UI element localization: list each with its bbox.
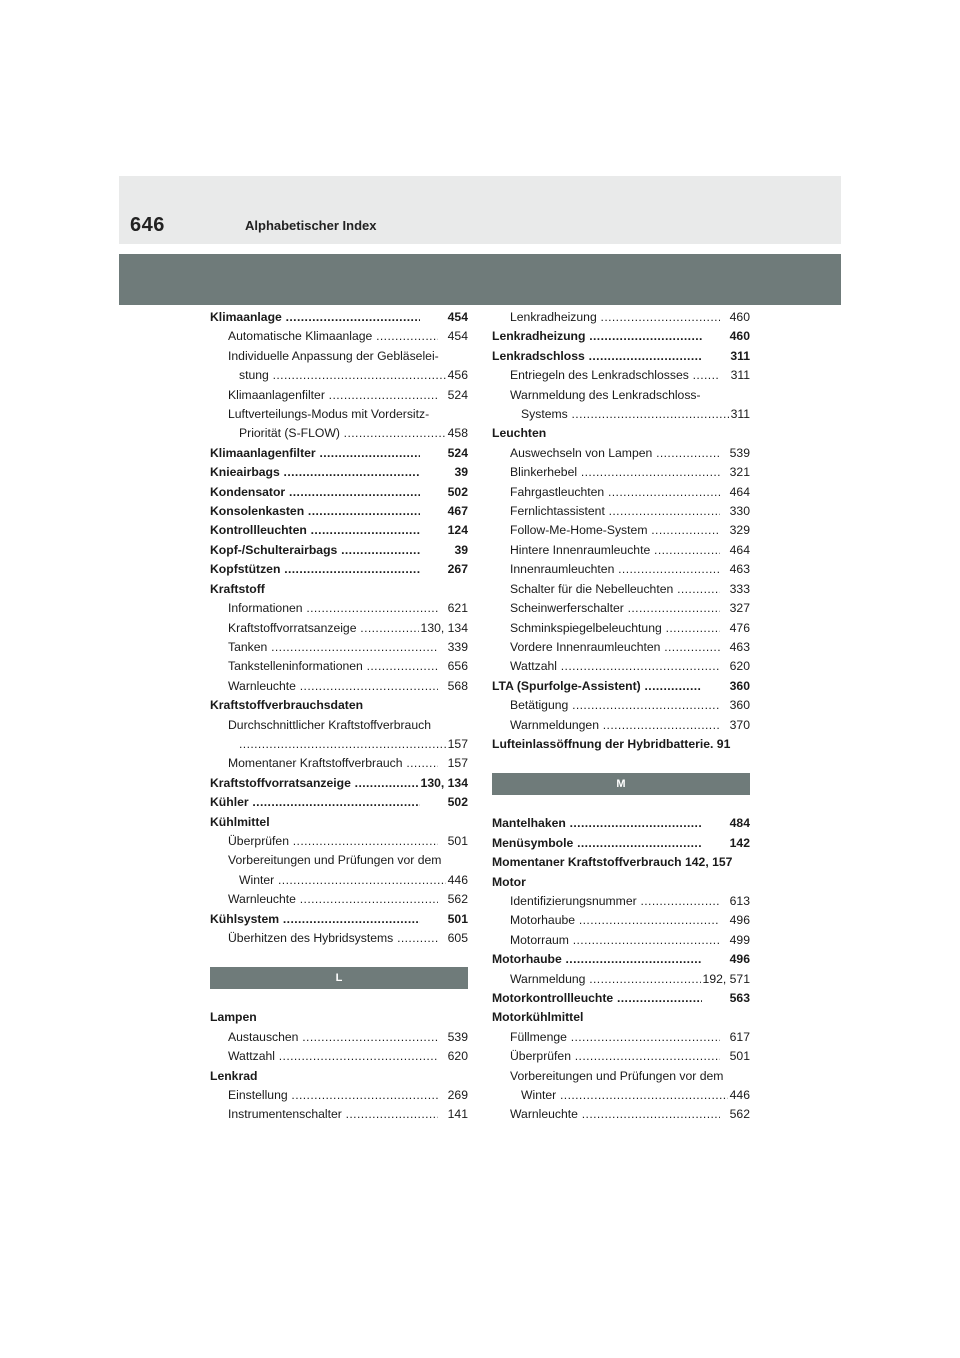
entry-page-number: 617: [728, 1028, 750, 1047]
entry-text: Vorbereitungen und Prüfungen vor dem: [228, 853, 442, 868]
entry-page-number: 562: [728, 1105, 750, 1124]
entry-page-number: 456: [446, 366, 468, 385]
index-entry: [210, 1008, 468, 1027]
entry-page-number: 463: [728, 560, 750, 579]
index-subentry: [210, 832, 468, 851]
index-subentry: [210, 677, 468, 696]
entry-page-number: 563: [728, 989, 750, 1008]
entry-text: Warnmeldung des Lenkradschloss-: [510, 387, 701, 402]
index-entry: [210, 793, 468, 812]
entry-page-number: 333: [728, 580, 750, 599]
index-subentry: [492, 970, 750, 989]
entry-text: Lenkradheizung .....: [510, 308, 720, 327]
index-subentry: [492, 502, 750, 521]
index-subentry: [210, 638, 468, 657]
entry-text: Winter .....: [239, 871, 449, 890]
entry-page-number: 460: [728, 327, 750, 346]
index-entry: [210, 1067, 468, 1086]
entry-page-number: 370: [728, 716, 750, 735]
section-title: Alphabetischer Index: [245, 218, 377, 233]
entry-page-number: 476: [728, 619, 750, 638]
index-subentry: [492, 657, 750, 676]
index-subentry: [492, 638, 750, 657]
entry-text: Klimaanlagenfilter .....: [210, 444, 420, 463]
entry-page-number: 458: [446, 424, 468, 443]
entry-text: Identifizierungsnummer .....: [510, 892, 720, 911]
index-subentry: [492, 405, 750, 424]
entry-text: Priorität (S-FLOW) .....: [239, 424, 449, 443]
index-subentry: [210, 871, 468, 890]
entry-text: Instrumentenschalter .....: [228, 1105, 438, 1124]
index-entry: [492, 989, 750, 1008]
entry-text: Automatische Klimaanlage .....: [228, 327, 438, 346]
index-subentry: [210, 754, 468, 773]
index-subentry: [210, 599, 468, 618]
entry-text: Motorraum .....: [510, 931, 720, 950]
entry-text: Blinkerhebel .....: [510, 463, 720, 482]
index-subentry: [492, 696, 750, 715]
entry-page-number: 454: [446, 308, 468, 327]
index-entry: [492, 347, 750, 366]
entry-page-number: 460: [728, 308, 750, 327]
entry-page-number: 464: [728, 483, 750, 502]
entry-text: Klimaanlagenfilter .....: [228, 386, 438, 405]
index-subentry: [210, 657, 468, 676]
index-entry: [210, 483, 468, 502]
entry-page-number: 501: [446, 910, 468, 929]
index-subentry: [492, 1028, 750, 1047]
entry-text: Momentaner Kraftstoffverbrauch .....: [228, 754, 438, 773]
index-subentry: [492, 599, 750, 618]
index-subentry: [492, 463, 750, 482]
entry-text: Betätigung .....: [510, 696, 720, 715]
index-subentry: [210, 366, 468, 385]
index-entry: [210, 308, 468, 327]
entry-text: Durchschnittlicher Kraftstoffverbrauch: [228, 717, 431, 732]
index-subentry: [210, 1105, 468, 1124]
index-entry: [492, 677, 750, 696]
entry-page-number: 157: [446, 754, 468, 773]
index-subentry: [210, 890, 468, 909]
entry-text: Motor: [492, 874, 526, 889]
entry-page-number: 501: [728, 1047, 750, 1066]
header-band: [119, 176, 841, 244]
entry-text: Momentaner Kraftstoffverbrauch 142, 157: [492, 855, 733, 870]
entry-text: Motorhaube .....: [492, 950, 702, 969]
entry-page-number: 192, 571: [701, 970, 750, 989]
entry-text: Auswechseln von Lampen .....: [510, 444, 720, 463]
entry-page-number: 311: [729, 366, 750, 385]
entry-page-number: 446: [446, 871, 468, 890]
entry-text: Lufteinlassöffnung der Hybridbatterie. 91: [492, 736, 731, 751]
entry-page-number: 656: [446, 657, 468, 676]
entry-page-number: 142: [728, 834, 750, 853]
page-number: 646: [130, 214, 165, 236]
entry-text: Vorbereitungen und Prüfungen vor dem: [510, 1068, 724, 1083]
entry-text: Tanken .....: [228, 638, 438, 657]
index-column-left: [210, 308, 468, 1125]
entry-text: Kühlmittel: [210, 814, 270, 829]
index-subentry: [210, 1047, 468, 1066]
spacer: [492, 754, 750, 773]
index-subentry: [210, 619, 468, 638]
entry-text: Schminkspiegelbeleuchtung .....: [510, 619, 720, 638]
entry-text: Klimaanlage .....: [210, 308, 420, 327]
entry-text: Kraftstoff: [210, 581, 265, 596]
entry-page-number: 330: [728, 502, 750, 521]
index-entry: [210, 541, 468, 560]
entry-text: Warnleuchte .....: [510, 1105, 720, 1124]
index-subentry: [492, 892, 750, 911]
entry-text: Kondensator .....: [210, 483, 420, 502]
letter-heading: M: [492, 773, 750, 795]
entry-text: Vordere Innenraumleuchten .....: [510, 638, 720, 657]
entry-page-number: 621: [446, 599, 468, 618]
entry-page-number: 539: [446, 1028, 468, 1047]
entry-page-number: 496: [728, 911, 750, 930]
entry-text: Winter .....: [521, 1086, 731, 1105]
entry-text: Füllmenge .....: [510, 1028, 720, 1047]
index-entry: [210, 502, 468, 521]
entry-text: Hintere Innenraumleuchte .....: [510, 541, 720, 560]
index-subentry: [492, 716, 750, 735]
index-entry: [492, 853, 750, 872]
entry-text: Kopf-/Schulterairbags .....: [210, 541, 420, 560]
entry-text: Mantelhaken .....: [492, 814, 702, 833]
index-subentry: [492, 560, 750, 579]
index-entry: [492, 327, 750, 346]
entry-text: Leuchten: [492, 426, 547, 441]
entry-page-number: 124: [446, 521, 468, 540]
entry-page-number: 501: [446, 832, 468, 851]
entry-page-number: 321: [728, 463, 750, 482]
index-subentry: [492, 1086, 750, 1105]
index-entry: [492, 834, 750, 853]
index-subentry: [210, 424, 468, 443]
entry-page-number: 562: [446, 890, 468, 909]
index-subentry: [492, 1105, 750, 1124]
entry-page-number: 39: [452, 541, 468, 560]
index-entry: [210, 813, 468, 832]
index-entry: [492, 873, 750, 892]
entry-page-number: 329: [728, 521, 750, 540]
entry-text: Kraftstoffverbrauchsdaten: [210, 698, 364, 713]
entry-page-number: 496: [728, 950, 750, 969]
index-subentry: [210, 347, 468, 366]
entry-page-number: 502: [446, 793, 468, 812]
index-subentry: [492, 366, 750, 385]
entry-page-number: 311: [728, 347, 750, 366]
spacer: [492, 795, 750, 814]
index-subentry: [492, 911, 750, 930]
entry-text: Scheinwerferschalter .....: [510, 599, 720, 618]
entry-text: Warnmeldung .....: [510, 970, 720, 989]
index-subentry: [210, 716, 468, 735]
entry-text: Fernlichtassistent .....: [510, 502, 720, 521]
index-entry: [210, 696, 468, 715]
index-entry: [492, 1008, 750, 1027]
entry-page-number: 141: [446, 1105, 468, 1124]
entry-text: Überprüfen .....: [510, 1047, 720, 1066]
entry-text: Entriegeln des Lenkradschlosses .....: [510, 366, 720, 385]
entry-text: Wattzahl .....: [510, 657, 720, 676]
entry-page-number: 502: [446, 483, 468, 502]
entry-text: Austauschen .....: [228, 1028, 438, 1047]
entry-text: Tankstelleninformationen .....: [228, 657, 438, 676]
index-column-right: [492, 308, 750, 1125]
spacer: [210, 989, 468, 1008]
entry-page-number: 613: [728, 892, 750, 911]
entry-page-number: 446: [728, 1086, 750, 1105]
entry-text: Lampen: [210, 1010, 257, 1025]
entry-page-number: 454: [446, 327, 468, 346]
index-entry: [492, 424, 750, 443]
entry-page-number: 267: [446, 560, 468, 579]
index-subentry: [492, 483, 750, 502]
entry-page-number: 524: [446, 386, 468, 405]
index-subentry: [492, 521, 750, 540]
entry-text: Kühlsystem .....: [210, 910, 420, 929]
entry-text: Schalter für die Nebelleuchten .....: [510, 580, 720, 599]
entry-text: LTA (Spurfolge-Assistent) .....: [492, 677, 702, 696]
index-subentry: [210, 851, 468, 870]
index-subentry: [210, 929, 468, 948]
entry-text: Motorkühlmittel: [492, 1010, 584, 1025]
index-entry: [210, 910, 468, 929]
index-subentry: [210, 735, 468, 754]
entry-page-number: 360: [728, 677, 750, 696]
entry-text: Lenkrad: [210, 1068, 258, 1083]
entry-page-number: 311: [729, 405, 750, 424]
entry-page-number: 327: [728, 599, 750, 618]
index-subentry: [210, 1028, 468, 1047]
entry-page-number: 130, 134: [419, 774, 468, 793]
index-subentry: [492, 308, 750, 327]
index-subentry: [492, 1067, 750, 1086]
entry-text: Kontrollleuchten .....: [210, 521, 420, 540]
entry-text: Systems .....: [521, 405, 731, 424]
entry-text: [239, 735, 449, 754]
entry-page-number: 463: [728, 638, 750, 657]
entry-text: Individuelle Anpassung der Gebläselei-: [228, 348, 439, 363]
entry-text: Konsolenkasten .....: [210, 502, 420, 521]
entry-text: Luftverteilungs-Modus mit Vordersitz-: [228, 407, 430, 422]
index-subentry: [492, 580, 750, 599]
entry-text: Überprüfen .....: [228, 832, 438, 851]
index-subentry: [492, 386, 750, 405]
entry-text: Fahrgastleuchten .....: [510, 483, 720, 502]
entry-text: Warnmeldungen .....: [510, 716, 720, 735]
entry-text: Überhitzen des Hybridsystems .....: [228, 929, 438, 948]
index-entry: [210, 521, 468, 540]
entry-text: Innenraumleuchten .....: [510, 560, 720, 579]
entry-page-number: 499: [728, 931, 750, 950]
entry-page-number: 539: [728, 444, 750, 463]
entry-page-number: 39: [452, 463, 468, 482]
entry-page-number: 130, 134: [419, 619, 468, 638]
entry-text: Einstellung .....: [228, 1086, 438, 1105]
entry-text: Kopfstützen .....: [210, 560, 420, 579]
entry-page-number: 524: [446, 444, 468, 463]
entry-page-number: 620: [728, 657, 750, 676]
index-entry: [492, 950, 750, 969]
index-entry: [210, 774, 468, 793]
index-subentry: [492, 444, 750, 463]
index-subentry: [492, 541, 750, 560]
entry-page-number: 157: [446, 735, 468, 754]
index-subentry: [210, 327, 468, 346]
index-entry: [210, 580, 468, 599]
entry-text: Kraftstoffvorratsanzeige .....: [228, 619, 438, 638]
entry-text: Warnleuchte .....: [228, 890, 438, 909]
entry-text: Kühler .....: [210, 793, 420, 812]
entry-text: Lenkradheizung .....: [492, 327, 702, 346]
entry-page-number: 620: [446, 1047, 468, 1066]
header-dark-band: [119, 254, 841, 305]
entry-page-number: 269: [446, 1086, 468, 1105]
entry-page-number: 339: [446, 638, 468, 657]
entry-page-number: 360: [728, 696, 750, 715]
entry-page-number: 464: [728, 541, 750, 560]
index-subentry: [210, 405, 468, 424]
entry-page-number: 568: [446, 677, 468, 696]
entry-text: Lenkradschloss .....: [492, 347, 702, 366]
index-subentry: [492, 931, 750, 950]
index-entry: [492, 814, 750, 833]
entry-text: Kraftstoffvorratsanzeige .....: [210, 774, 420, 793]
index-entry: [210, 560, 468, 579]
entry-text: Motorkontrollleuchte .....: [492, 989, 702, 1008]
spacer: [210, 948, 468, 967]
entry-text: Informationen .....: [228, 599, 438, 618]
index-subentry: [210, 1086, 468, 1105]
entry-text: Knieairbags .....: [210, 463, 420, 482]
index-subentry: [492, 619, 750, 638]
index-entry: [210, 463, 468, 482]
entry-text: Motorhaube .....: [510, 911, 720, 930]
entry-text: Follow-Me-Home-System .....: [510, 521, 720, 540]
entry-page-number: 467: [446, 502, 468, 521]
entry-page-number: 484: [728, 814, 750, 833]
entry-page-number: 605: [446, 929, 468, 948]
entry-text: stung .....: [239, 366, 449, 385]
index-entry: [492, 735, 750, 754]
entry-text: Warnleuchte .....: [228, 677, 438, 696]
index-subentry: [210, 386, 468, 405]
letter-heading: L: [210, 967, 468, 989]
entry-text: Menüsymbole .....: [492, 834, 702, 853]
index-subentry: [492, 1047, 750, 1066]
entry-text: Wattzahl .....: [228, 1047, 438, 1066]
index-entry: [210, 444, 468, 463]
